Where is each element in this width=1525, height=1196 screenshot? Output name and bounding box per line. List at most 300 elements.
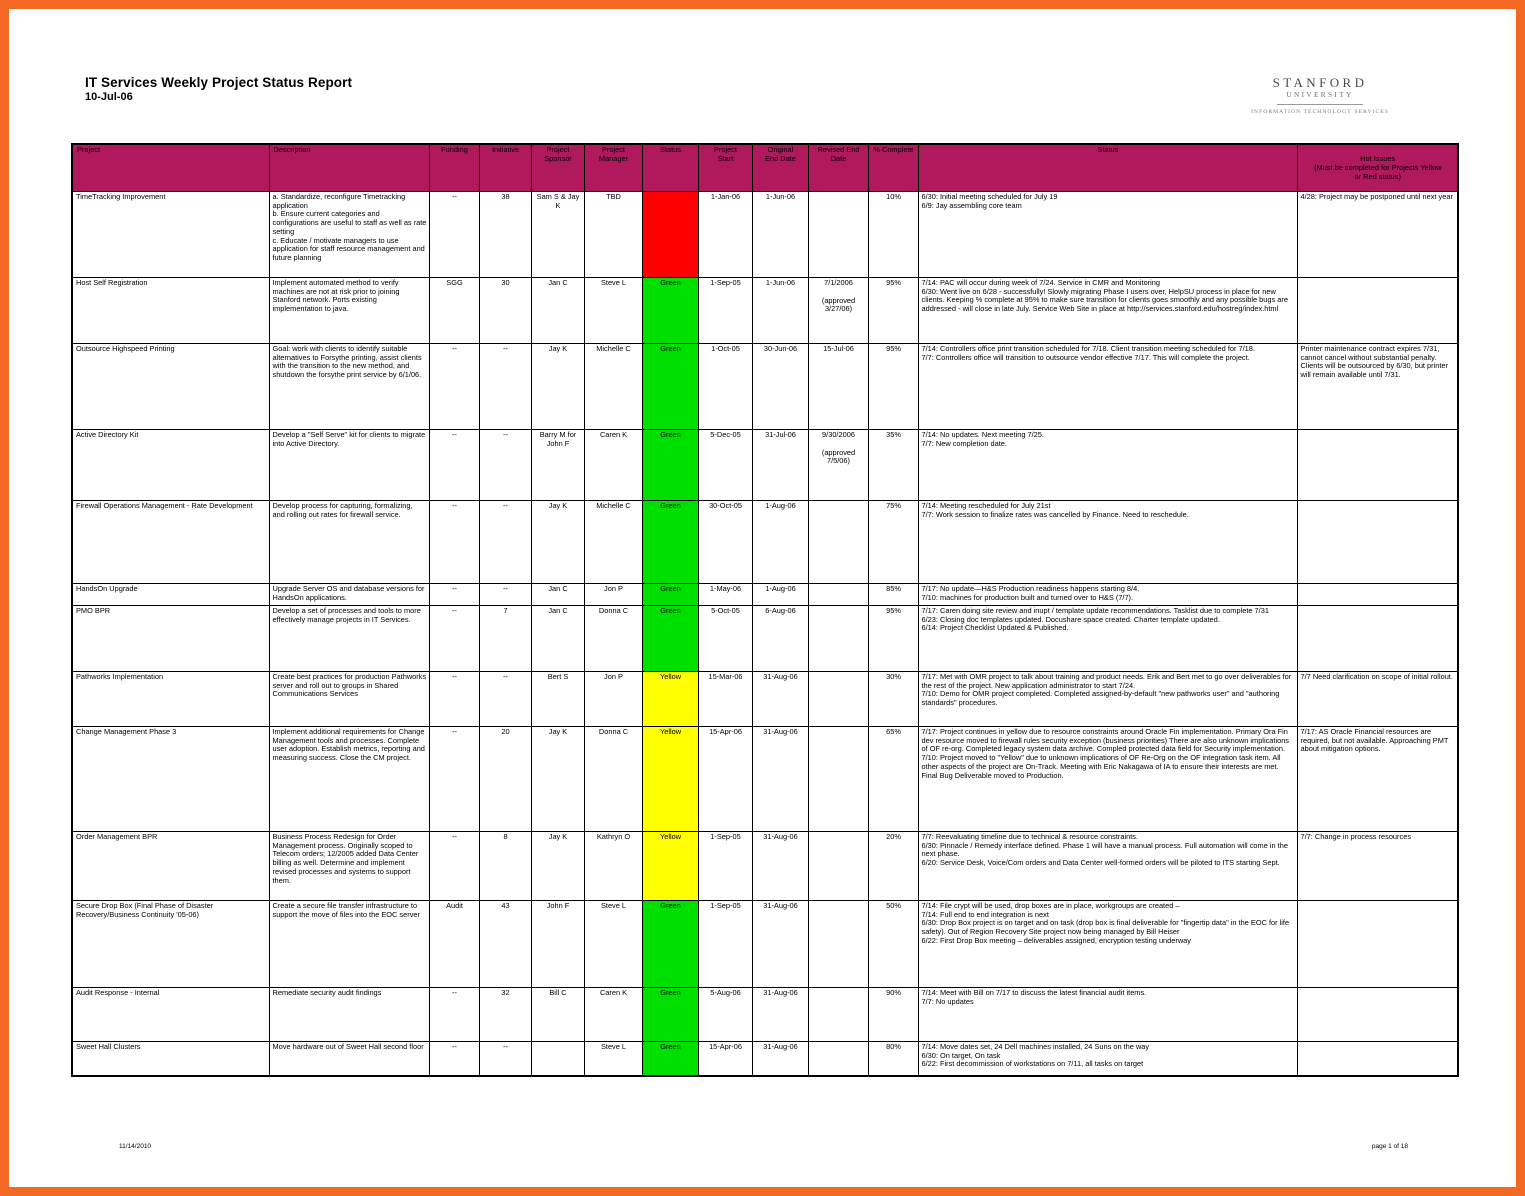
col-header-original-end-date [752,144,808,192]
col-header-description: Description [269,144,429,192]
cell-description-line: Goal: work with clients to identify suitable alternatives to Forsythe printing, assist clients with the transition to the new method, and shutdown the forsythe print service by 6/1/06. [272,344,422,380]
cell-project-sponsor [531,672,584,727]
cell-project-start [698,727,752,832]
cell-project-start-line: 30-Oct-05 [709,501,742,510]
cell-percent-complete-line: 50% [886,901,901,910]
cell-project-start [698,1042,752,1076]
cell-initiative-line: -- [503,501,508,510]
logo-wordmark: STANFORD [1272,75,1368,90]
cell-description-line: b. Ensure current categories and configurations are useful to staff as well as rate setting [272,209,427,236]
cell-funding-line: SGG [446,278,463,287]
cell-percent-complete-line: 95% [886,344,901,353]
cell-project-line: Secure Drop Box (Final Phase of Disaster Recovery/Business Continuity '05-06) [76,901,214,919]
approval-note-line: 3/27/06) [824,304,853,314]
cell-original-end-date-line: 31-Aug-06 [763,988,798,997]
logo-department: INFORMATION TECHNOLOGY SERVICES [1251,109,1389,115]
cell-description-line: Implement automated method to verify machines are not at risk prior to joining Stanford network. Ports existing implementation to java. [272,278,400,314]
cell-status-notes-line: 7/10: Project moved to "Yellow" due to unknown implications of OF Re-Org on the OF integration task item. All other aspects of the project are On-Track. Meeting with Eric Nakagawa of IA to ensure their interests are met. Final Bug Deliverable moved to Production. [921,753,1281,780]
table-row [72,606,1458,672]
cell-project-start-line: 1-Jan-06 [710,192,741,201]
cell-project-sponsor-line: Bert S [547,672,569,681]
cell-original-end-date-line: 1-Jun-06 [765,192,796,201]
cell-initiative [479,832,531,901]
cell-funding-line: -- [452,1042,457,1051]
cell-status-notes-line: 7/14: PAC will occur during week of 7/24. Service in CMR and Monitoring [921,278,1161,287]
logo-university: UNIVERSITY [1286,91,1354,99]
cell-hot-issues [1297,192,1458,278]
cell-project-sponsor [531,988,584,1042]
cell-project-line: Active Directory Kit [76,430,139,439]
cell-initiative-line: 20 [501,727,510,736]
cell-description-line: Upgrade Server OS and database versions for HandsOn applications. [272,584,425,602]
cell-project-sponsor [531,278,584,344]
cell-status-notes-line: 7/7: Controllers office will transition to outsource vendor effective 7/17. This will complete the project. [921,352,1250,362]
cell-project-start [698,584,752,606]
cell-project-line: Change Management Phase 3 [76,727,177,736]
status-badge: Green [642,344,698,430]
cell-project-line: Sweet Hall Clusters [76,1042,141,1051]
cell-project-start-line: 5-Aug-06 [710,988,741,997]
cell-revised-end-date [808,584,868,606]
cell-initiative [479,988,531,1042]
cell-original-end-date-line: 31-Jul-06 [765,430,796,439]
table-header-row [72,144,1458,192]
cell-project-start-line: 5-Oct-05 [711,606,740,615]
cell-project-manager [584,1042,642,1076]
cell-percent-complete-line: 95% [886,278,901,287]
cell-project-start-line: 15-Apr-06 [709,1042,742,1051]
revised-end-value: 7/1/2006 [824,278,853,287]
cell-percent-complete-line: 65% [886,727,901,736]
cell-project-manager [584,344,642,430]
cell-initiative [479,1042,531,1076]
cell-initiative [479,584,531,606]
cell-initiative [479,344,531,430]
cell-project-start-line: 1-Sep-05 [710,278,741,287]
cell-project-manager-line: Jon P [604,672,623,681]
col-header-origend-line2: End Date [765,153,796,163]
cell-percent-complete [868,584,918,606]
cell-original-end-date-line: 1-Jun-06 [765,278,796,287]
cell-percent-complete-line: 90% [886,988,901,997]
cell-project-sponsor [531,832,584,901]
cell-initiative-line: -- [503,344,508,353]
report-date: 10-Jul-06 [85,91,133,103]
cell-percent-complete-line: 10% [886,192,901,201]
cell-status-notes [918,192,1297,278]
cell-project-manager-line: Steve L [600,901,627,910]
cell-status-notes-line: 6/14: Project Checklist Updated & Published. [921,623,1069,633]
cell-funding-line: -- [452,192,457,201]
cell-description-line: Move hardware out of Sweet Hall second floor [272,1042,424,1051]
cell-project-sponsor [531,1042,584,1076]
cell-revised-end-date [808,606,868,672]
cell-status-notes [918,901,1297,988]
cell-funding-line: -- [452,672,457,681]
cell-project [72,501,269,584]
cell-description-line: Implement additional requirements for Change Management tools and processes. Complete user adoption. Establish metrics, reporting and measuring success. Close the CM project. [272,727,425,763]
cell-hot-issues-line: Printer maintenance contract expires 7/31, cannot cancel without substantial penalty. Clients will be outsourced by 6/30, but printer will remain available until 7/31. [1300,344,1448,380]
cell-original-end-date-line: 1-Aug-06 [765,501,796,510]
cell-status-notes-line: 6/9: Jay assembling core team [921,200,1022,210]
cell-funding [429,901,479,988]
cell-percent-complete [868,344,918,430]
footer-page-number: page 1 of 18 [1371,1143,1408,1150]
status-badge: Yellow [642,832,698,901]
cell-funding-line: -- [452,988,457,997]
cell-project-sponsor [531,606,584,672]
col-header-hot-issues [1297,144,1458,192]
cell-hot-issues [1297,584,1458,606]
cell-project [72,430,269,501]
project-status-table [71,143,1459,1077]
cell-hot-issues [1297,832,1458,901]
cell-project-start [698,606,752,672]
cell-project-sponsor-line: Jan C [548,278,568,287]
cell-project-manager [584,606,642,672]
cell-project-manager-line: Kathryn O [596,832,631,841]
cell-description [269,344,429,430]
status-badge: Green [642,430,698,501]
col-header-manager-line2: Manager [598,153,629,163]
cell-revised-end-date [808,672,868,727]
cell-description [269,988,429,1042]
cell-original-end-date [752,988,808,1042]
cell-description-line: c. Educate / motivate managers to use application for staff resource management and future planning [272,235,425,262]
cell-initiative [479,501,531,584]
cell-description [269,192,429,278]
cell-project-sponsor-line: John F [546,438,570,448]
cell-percent-complete [868,672,918,727]
cell-status-notes [918,1042,1297,1076]
cell-project-start-line: 1-Sep-05 [710,832,741,841]
cell-funding-line: -- [452,430,457,439]
cell-original-end-date-line: 31-Aug-06 [763,672,798,681]
cell-project-start [698,344,752,430]
cell-hot-issues [1297,727,1458,832]
cell-project-manager [584,901,642,988]
cell-funding-line: -- [452,584,457,593]
cell-revised-end-date [808,192,868,278]
cell-original-end-date [752,344,808,430]
cell-status-notes-line: 6/23: Closing doc templates updated. Docushare space created. Charter template updated. [921,614,1220,624]
revised-end-value: 9/30/2006 [822,430,855,439]
cell-project-sponsor [531,584,584,606]
cell-project-sponsor [531,727,584,832]
cell-project-manager-line: Caren K [599,430,628,439]
cell-initiative-line: 32 [501,988,510,997]
revised-end-value: 15-Jul-06 [823,344,854,353]
status-badge: Green [642,901,698,988]
approval-note-line: 7/5/06) [826,456,850,466]
cell-project-manager [584,430,642,501]
cell-hot-issues [1297,988,1458,1042]
cell-description-line: Develop a set of processes and tools to more effectively manage projects in IT Services. [272,606,421,624]
cell-project-manager-line: Donna C [598,727,629,736]
cell-original-end-date [752,430,808,501]
cell-project-manager [584,672,642,727]
cell-project-manager-line: Michelle C [596,501,631,510]
cell-description-line: Business Process Redesign for Order Management process. Originally scoped to Telecom orders; 12/2005 added Data Center billing as well. Determine and implement revised processes and systems to support them. [272,832,419,885]
cell-initiative [479,192,531,278]
cell-funding-line: -- [452,501,457,510]
cell-funding [429,727,479,832]
col-header-hot-line3: or Red status) [1354,171,1401,181]
table-row [72,1042,1458,1076]
cell-project-sponsor-line: Jan C [548,606,568,615]
cell-original-end-date [752,192,808,278]
table-row [72,192,1458,278]
col-header-initiative: Initiative [479,144,531,192]
cell-project-start-line: 1-May-06 [709,584,742,593]
cell-status-notes-line: 6/30: On target, On task [921,1050,1001,1060]
cell-project-line: Order Management BPR [76,832,158,841]
cell-project-manager [584,278,642,344]
cell-status-notes-line: 7/14: Controllers office print transition scheduled for 7/18. Client transition meeting scheduled for 7/18. [921,344,1255,353]
cell-hot-issues [1297,344,1458,430]
cell-status-notes-line: 6/30: Drop Box project is on target and on task (drop box is final deliverable for "fingertip data" in the EOC for life safety). Out of Region Recovery Site project now being managed by Bill Heiser [921,918,1290,937]
cell-status-notes-line: 7/14: Meeting rescheduled for July 21st [921,501,1051,510]
revised-end-approval-note [812,449,866,466]
cell-percent-complete [868,606,918,672]
cell-description-line: Create a secure file transfer infrastructure to support the move of files into the EOC server [272,901,420,919]
cell-project [72,606,269,672]
status-badge: Green [642,1042,698,1076]
cell-status-notes [918,430,1297,501]
cell-status-notes-line: 7/7: Work session to finalize rates was cancelled by Finance. Need to reschedule. [921,509,1189,519]
cell-hot-issues-line: 4/28: Project may be postponed until next year [1300,192,1453,201]
cell-hot-issues [1297,501,1458,584]
cell-status-notes-line: 7/7: New completion date. [921,438,1007,448]
cell-project-sponsor [531,501,584,584]
cell-percent-complete-line: 35% [886,430,901,439]
cell-status-notes-line: 6/30: Pinnacle / Remedy interface defined. Phase 1 will have a manual process. Full automation will come in the next phase. [921,840,1288,859]
cell-description [269,672,429,727]
table-row [72,727,1458,832]
cell-initiative [479,278,531,344]
cell-funding [429,606,479,672]
col-header-revend-line2: Date [830,153,847,163]
table-body [72,192,1458,1076]
footer-date: 11/14/2010 [119,1143,152,1150]
col-header-revend-line1: Revised End [817,145,860,154]
cell-original-end-date [752,672,808,727]
cell-initiative-line: 7 [503,606,508,615]
cell-funding [429,584,479,606]
cell-status-notes-line: 7/14: Meet with Bill on 7/17 to discuss the latest financial audit items. [921,988,1147,997]
cell-project-sponsor-line: Jay K [548,501,568,510]
cell-status-notes [918,832,1297,901]
table-row [72,278,1458,344]
cell-project-start [698,278,752,344]
cell-funding [429,832,479,901]
status-badge: Red [642,192,698,278]
cell-original-end-date [752,901,808,988]
cell-project-manager [584,501,642,584]
cell-project [72,727,269,832]
cell-project-manager-line: Steve L [600,278,627,287]
cell-status-notes [918,344,1297,430]
cell-status-notes-line: 7/10: Demo for OMR project completed. Completed assigned-by-default "new pathworks user" and "authoring standards" procedures. [921,689,1280,708]
cell-project-sponsor [531,430,584,501]
col-header-funding: Funding [429,144,479,192]
cell-project-manager-line: Jon P [604,584,623,593]
cell-project-line: PMO BPR [76,606,111,615]
cell-project-start [698,192,752,278]
cell-initiative-line: 43 [501,901,510,910]
cell-status-notes-line: 7/14: File crypt will be used, drop boxes are in place, workgroups are created – [921,901,1180,910]
cell-original-end-date [752,832,808,901]
title-block [85,75,352,104]
cell-original-end-date [752,727,808,832]
cell-project-start [698,988,752,1042]
cell-status-notes-line: 7/17: Caren doing site review and inupt / template update recommendations. Tasklist due to complete 7/31 [921,606,1269,615]
cell-project-start [698,832,752,901]
cell-percent-complete-line: 30% [886,672,901,681]
cell-status-notes-line: 6/30: Went live on 6/28 - successfully! Slowly migrating Phase I users over, HelpSU process in place for new clients. Keeping % complete at 95% to make sure transition for clients goes smoothly and any possible bugs are addressed - will close in late July. Service Web Site in place at http://services.stanford.edu/hostreg/index.html [921,286,1288,314]
cell-percent-complete-line: 20% [886,832,901,841]
cell-project-manager [584,988,642,1042]
cell-project-manager-line: Michelle C [596,344,631,353]
cell-percent-complete-line: 80% [886,1042,901,1051]
col-header-sponsor-line1: Project [546,145,570,154]
cell-original-end-date-line: 31-Aug-06 [763,1042,798,1051]
cell-project-line: HandsOn Upgrade [76,584,138,593]
cell-project-sponsor [531,192,584,278]
cell-revised-end-date [808,278,868,344]
cell-status-notes-line: 7/14: Move dates set, 24 Dell machines installed, 24 Suns on the way [921,1042,1150,1051]
cell-funding [429,192,479,278]
cell-initiative-line: -- [503,1042,508,1051]
cell-description-line: Develop a "Self Serve" kit for clients to migrate into Active Directory. [272,430,426,448]
col-header-project: Project [72,144,269,192]
stanford-logo [1230,75,1410,116]
cell-project-start-line: 15-Mar-06 [708,672,743,681]
col-header-project-start [698,144,752,192]
cell-funding-line: -- [452,606,457,615]
cell-status-notes [918,501,1297,584]
approval-note-line: (approved [821,295,856,305]
cell-hot-issues [1297,430,1458,501]
cell-description [269,901,429,988]
col-header-manager-line1: Project [601,145,625,154]
cell-project-line: Firewall Operations Management - Rate Development [76,501,253,510]
document-footer [71,1143,1454,1157]
cell-project-start-line: 1-Oct-05 [711,344,740,353]
cell-hot-issues [1297,901,1458,988]
cell-hot-issues [1297,1042,1458,1076]
cell-project-manager [584,832,642,901]
col-header-start-line1: Project [713,145,737,154]
logo-divider [1277,104,1363,105]
cell-percent-complete [868,192,918,278]
table-row [72,988,1458,1042]
cell-project-start [698,672,752,727]
cell-project-sponsor-line: Jan C [548,584,568,593]
cell-hot-issues [1297,606,1458,672]
cell-percent-complete-line: 95% [886,606,901,615]
cell-hot-issues [1297,672,1458,727]
status-badge: Green [642,278,698,344]
cell-project-start [698,430,752,501]
cell-funding [429,501,479,584]
col-header-percent-complete: % Complete [868,144,918,192]
status-badge: Green [642,584,698,606]
cell-status-notes [918,988,1297,1042]
cell-hot-issues-line: 7/17: AS Oracle Financial resources are required, but not available. Approaching PMT about mitigation options. [1300,727,1449,754]
cell-status-notes-line: 6/20: Service Desk, Voice/Com orders and Data Center well-formed orders will be piloted to ITS starting Sept. [921,858,1280,868]
cell-description-line: Develop process for capturing, formalizing, and rolling out rates for firewall service. [272,501,413,519]
cell-revised-end-date [808,901,868,988]
cell-project-start [698,901,752,988]
cell-description [269,832,429,901]
cell-project-sponsor-line: Bill C [549,988,567,997]
cell-project [72,832,269,901]
status-badge: Green [642,606,698,672]
approval-note-line: (approved [821,447,856,457]
cell-project-line: Pathworks Implementation [76,672,164,681]
cell-percent-complete [868,988,918,1042]
cell-funding-line: -- [452,832,457,841]
status-badge: Green [642,501,698,584]
cell-status-notes-line: 7/17: Project continues in yellow due to resource constraints around Oracle Fin implementation. Primary Ora Fin dev resource moved to firewall rules security exception (business priorities) There are also unknown implications of OF re-org. Completed legacy system data archive. Compled protected data field for Security implementation. [921,727,1290,754]
page-title: IT Services Weekly Project Status Report [85,75,353,90]
cell-revised-end-date [808,430,868,501]
cell-status-notes [918,584,1297,606]
cell-project [72,672,269,727]
cell-percent-complete [868,278,918,344]
cell-status-notes [918,606,1297,672]
cell-description [269,278,429,344]
cell-initiative [479,430,531,501]
table-row [72,901,1458,988]
cell-description-line: Create best practices for production Pathworks server and roll out to groups in Shared Communications Services [272,672,427,699]
cell-initiative [479,727,531,832]
cell-original-end-date-line: 30-Jun-06 [763,344,798,353]
col-header-start-line2: Start [717,153,734,163]
cell-project-sponsor-line: Jay K [548,727,568,736]
cell-project [72,278,269,344]
table-row [72,501,1458,584]
cell-project-sponsor-line: Jay K [548,832,568,841]
cell-project-start-line: 5-Dec-05 [710,430,741,439]
cell-description [269,501,429,584]
cell-percent-complete [868,1042,918,1076]
cell-initiative [479,672,531,727]
revised-end-approval-note [812,297,866,314]
cell-description-line: Remediate security audit findings [272,988,382,997]
cell-original-end-date [752,1042,808,1076]
cell-project-start-line: 1-Sep-05 [710,901,741,910]
table-row [72,430,1458,501]
table-row [72,584,1458,606]
cell-project-line: Host Self Registration [76,278,148,287]
cell-project-manager-line: Steve L [600,1042,627,1051]
cell-project-line: Audit Response - Internal [76,988,160,997]
cell-project-line: TimeTracking Improvement [76,192,166,201]
cell-initiative [479,606,531,672]
cell-original-end-date-line: 31-Aug-06 [763,727,798,736]
table-row [72,832,1458,901]
cell-percent-complete-line: 75% [886,501,901,510]
cell-project [72,192,269,278]
cell-initiative-line: 8 [503,832,508,841]
cell-project [72,988,269,1042]
cell-funding [429,430,479,501]
cell-initiative-line: 38 [501,192,510,201]
cell-status-notes [918,278,1297,344]
cell-project-manager-line: Caren K [599,988,628,997]
